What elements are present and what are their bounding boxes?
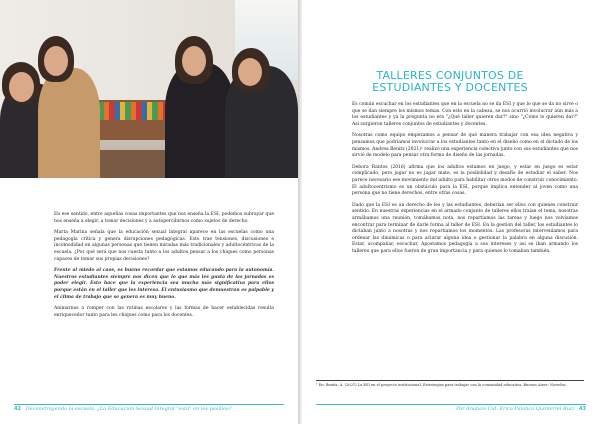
section-title-line-1: TALLERES CONJUNTOS DE	[376, 69, 524, 82]
left-paragraph-1: En ese sentido, entre aquellas cosas importantes que nos enseña la ESI, podemos subrayar que nos enseña a elegir, a tomar decisiones y a autopercibirnos como sujetos de derecho.	[54, 212, 274, 224]
right-paragraph-2: Nosotras como equipo empezamos a pensar de qué manera trabajar con esa idea negativa y pensamos que podríamos involucrar a los estudiantes tanto en el diseño como en el dictado de los mismos. Andrea Benitz (2021)¹ realizó una experiencia colectiva junto con sus estudiantes que nos sirvió de modelo para pensar otra forma de diseño de las jornadas.	[352, 133, 578, 159]
left-body-text	[54, 212, 274, 324]
right-page-number: 43	[579, 406, 586, 412]
right-paragraph-1: Es común escuchar en los estudiantes que en la escuela no se da ESI y que lo que se da no sirve o que se dan siempre los mismos temas. Con esto en la cabeza, se nos ocurrió involucrar aún más a los estudiantes y ya la pregunta no era "¿Qué taller quieren dar?" sino "¿Cómo lo quieren dar?" Así surgieron talleres conjuntos de estudiantes y docentes.	[352, 102, 578, 127]
person-1-face	[9, 72, 34, 102]
right-running-title: Por Analuzs Cid, Erica Palanca Quinteriel Ruiz	[456, 406, 575, 412]
left-page	[0, 0, 298, 424]
right-paragraph-4: Dado que la ESI es un derecho de les y las estudiantes, deberían ser ellos con quienes construir sentido. En nuestras experiencias en el armado conjunto de talleres ellos traían el tema, nosotras armábamos una reunión, tomábamos nota, nos repartíamos las tareas y luego nos volvíamos encontrar para terminar de darle forma al taller de ESI. En la gestión del taller, los estudiantes lo dictaban junto a nosotras y nos repartíamos los momentos. Las profesoras interveníamos para ordenar las dinámicas o para aclarar alguna idea o gestionar la palabra en alguna discusión. Estar, acompañar, escuchar, Apostamos pedagogía a sus intereses y así se iban armando los talleres que para ellos fueron de gran importancia y para quienes lo tomaban también.	[352, 202, 578, 254]
left-page-number: 42	[14, 406, 21, 412]
section-title	[340, 70, 560, 94]
left-folio	[14, 406, 231, 413]
person-2-body	[38, 68, 100, 178]
left-paragraph-2: Marta Marina señala que la educación sexual integral aparece en las escuelas como una pedagogía crítica y genera disrupciones pedagógicas. Esto trae tensiones, discusiones e incomodidad en algunas personas que tienen miradas más tradicionales y adultocéntricas de la escuela. ¿Por qué será que nos cuesta tanto a los adultos pensar a los chiques como personas capaces de tomar sus propias decisiones?	[54, 230, 274, 262]
footnote: ¹ En: Benitz, A. (2021) La ESI en el proyecto institucional. Estrategias para trabajar con la comunidad educativa. Buenos Aires: Noveduc.	[316, 383, 568, 387]
group-photo	[0, 0, 298, 178]
left-folio-rule	[14, 404, 284, 405]
footnote-rule	[316, 380, 584, 381]
person-4-face	[238, 58, 262, 86]
right-body-text	[352, 102, 578, 260]
left-paragraph-3: Animarnos a romper con las rutinas escolares y las formas de hacer establecidas resulta enriquecedor tanto para les chiques como para los docentes.	[54, 306, 274, 318]
right-folio	[456, 406, 586, 413]
left-quote: Frente al miedo al caos, es bueno recordar que estamos educando para la autonomía. Nuestros estudiantes siempre nos dicen que lo que más les gusta de las jornadas es poder elegir. Esto hace que la experiencia sea mucho más significativa para ellos porque están en el taller que les interesa. El entusiasmo que demuestran es palpable y el clima de trabajo que se genera es muy bueno.	[54, 268, 274, 300]
left-running-title: Deconstruyendo la escuela. ¿La Educación Sexual Integral "está" en los pasillos?	[25, 406, 232, 412]
right-paragraph-3: Debora Rantos (2016) afirma que los adultos estamos en juego, y estar en juego es estar complicado, pero jugar no es jugar mate, es la posibilidad y desafío de estudiar el saber. Nos parece necesario ese movimiento del adulto para habilitar otros modos de construir conocimiento. El adultocentrismo es un obstáculo para la ESI, porque implica entender al joven como una persona que no tiene derechos, entre otras cosas.	[352, 164, 578, 197]
person-2-face	[44, 46, 68, 76]
section-title-line-2: ESTUDIANTES Y DOCENTES	[372, 81, 528, 94]
right-folio-rule	[316, 404, 586, 405]
person-3-face	[182, 46, 206, 76]
